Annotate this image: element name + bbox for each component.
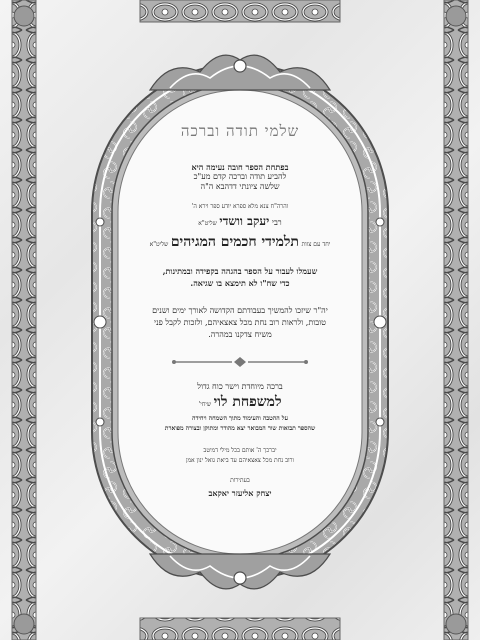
right-chain-border xyxy=(444,0,468,640)
closing-line-1: יברכך ה' אותם בכל מילי דמיטב xyxy=(203,447,277,454)
closing-line-2: ורוב נחת מכל צאצאיהם עד ביאת גואל ינון אמן xyxy=(185,457,295,464)
blessing-line-3: משיח צדקנו במהרה. xyxy=(208,330,272,339)
bottom-crest xyxy=(150,554,330,589)
blessing-line-1: יה"ר שיזכו להמשיך בעבודתם הקדושה לאורך ימים ושנים xyxy=(152,306,328,315)
team-suffix: שליט"א xyxy=(149,241,169,248)
team-line xyxy=(126,234,354,253)
together-prefix: יחד עם צוות xyxy=(301,241,331,248)
dedication-prefix: והרה"ח צנא מלא ספרא יודע ספר וירא ה' xyxy=(191,203,289,210)
rabbi-name: יעקב וושדי xyxy=(219,214,270,228)
family-suffix: שיחי' xyxy=(198,401,212,408)
top-crest xyxy=(150,55,330,90)
rabbi-line xyxy=(126,214,354,231)
left-chain-border xyxy=(12,0,36,640)
special-blessing-prefix: ברכה מיוחדת וישר כוח גדול xyxy=(197,382,283,391)
signature-label: בעתירות xyxy=(230,477,250,484)
intro-line-2: להביע תודה וברכה קדם מע"כ xyxy=(193,172,287,181)
family-line xyxy=(126,394,354,413)
bottom-chain-border xyxy=(140,618,340,640)
work-line-1: שעמלו לעבור על הספר בהגהה בקפידה ובמתינות, xyxy=(162,266,318,276)
rabbi-suffix: שליט"א xyxy=(198,220,217,227)
signature-name: יצחק אליעזר יאקאב xyxy=(208,488,272,498)
family-name: למשפחת לוי xyxy=(213,394,282,410)
family-line-1: על ההטבה והעימוד מתוך השמחה ויחידה xyxy=(192,415,288,422)
divider-ornament xyxy=(170,356,310,368)
team-name: תלמידי חכמים המגיהים xyxy=(170,234,299,250)
rabbi-prefix: רבי xyxy=(271,218,282,227)
family-line-2: שהספר תבואות שור המבואר יצא מהודר ומתוקן ובצורה מפוארת xyxy=(164,425,316,432)
dedication-text-area xyxy=(126,100,354,540)
intro-line-3: שלשה ציונתי דדהבא ה"ה xyxy=(200,182,280,191)
page-title: שלמי תודה וברכה xyxy=(180,122,300,140)
intro-line-1: בפתחת הספר חובה נעימה היא xyxy=(191,162,289,172)
work-line-2: כדי שח"ו לא תימצא בו שגיאה. xyxy=(190,278,290,288)
blessing-line-2: טובות, ולראות רוב נחת מכל צאצאיהם, ולזכות לקבל פני xyxy=(153,318,327,327)
top-chain-border xyxy=(140,0,340,22)
